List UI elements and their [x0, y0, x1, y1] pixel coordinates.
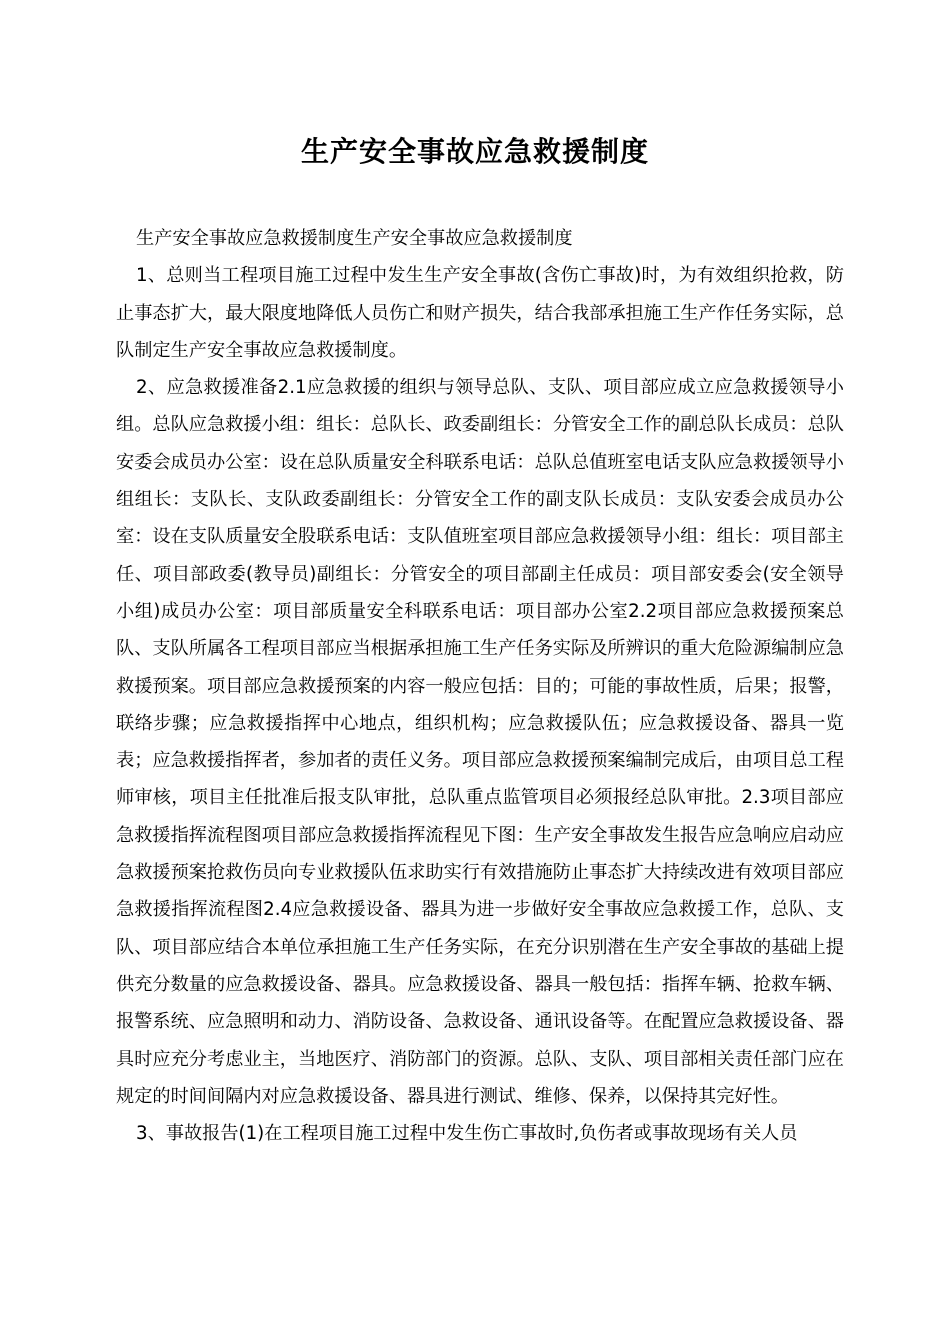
paragraph-section-3: 3、事故报告(1)在工程项目施工过程中发生伤亡事故时,负伤者或事故现场有关人员	[136, 1123, 798, 1145]
paragraph-section-1: 1、总则当工程项目施工过程中发生生产安全事故(含伤亡事故)时，为有效组织抢救，防止事态扩大，最大限度地降低人员伤亡和财产损失，结合我部承担施工生产作任务实际，总队制定生产安全事故应急救援制度。	[116, 265, 844, 361]
paragraph-intro: 生产安全事故应急救援制度生产安全事故应急救援制度	[136, 228, 573, 249]
paragraph-section-2: 2、应急救援准备2.1应急救援的组织与领导总队、支队、项目部应成立应急救援领导小组。总队应急救援小组：组长：总队长、政委副组长：分管安全工作的副总队长成员：总队安委会成员办公室：设在总队质量安全科联系电话：总队总值班室电话支队应急救援领导小组组长：支队长、支队政委副组长：分管安全工作的副支队长成员：支队安委会成员办公室：设在支队质量安全股联系电话：支队值班室项目部应急救援领导小组：组长：项目部主任、项目部政委(教导员)副组长：分管安全的项目部副主任成员：项目部安委会(安全领导小组)成员办公室：项目部质量安全科联系电话：项目部办公室2.2项目部应急救援预案总队、支队所属各工程项目部应当根据承担施工生产任务实际及所辨识的重大危险源编制应急救援预案。项目部应急救援预案的内容一般应包括：目的；可能的事故性质，后果；报警，联络步骤；应急救援指挥中心地点，组织机构；应急救援队伍；应急救援设备、器具一览表；应急救援指挥者，参加者的责任义务。项目部应急救援预案编制完成后，由项目总工程师审核，项目主任批准后报支队审批，总队重点监管项目必须报经总队审批。2.3项目部应急救援指挥流程图项目部应急救援指挥流程见下图：生产安全事故发生报告应急响应启动应急救援预案抢救伤员向专业救援队伍求助实行有效措施防止事态扩大持续改进有效项目部应急救援指挥流程图2.4应急救援设备、器具为进一步做好安全事故应急救援工作，总队、支队、项目部应结合本单位承担施工生产任务实际，在充分识别潜在生产安全事故的基础上提供充分数量的应急救援设备、器具。应急救援设备、器具一般包括：指挥车辆、抢救车辆、报警系统、应急照明和动力、消防设备、急救设备、通讯设备等。在配置应急救援设备、器具时应充分考虑业主，当地医疗、消防部门的资源。总队、支队、项目部相关责任部门应在规定的时间间隔内对应急救援设备、器具进行测试、维修、保养，以保持其完好性。	[116, 377, 844, 1107]
document-body	[116, 220, 844, 1152]
document-title: 生产安全事故应急救援制度	[300, 135, 649, 168]
